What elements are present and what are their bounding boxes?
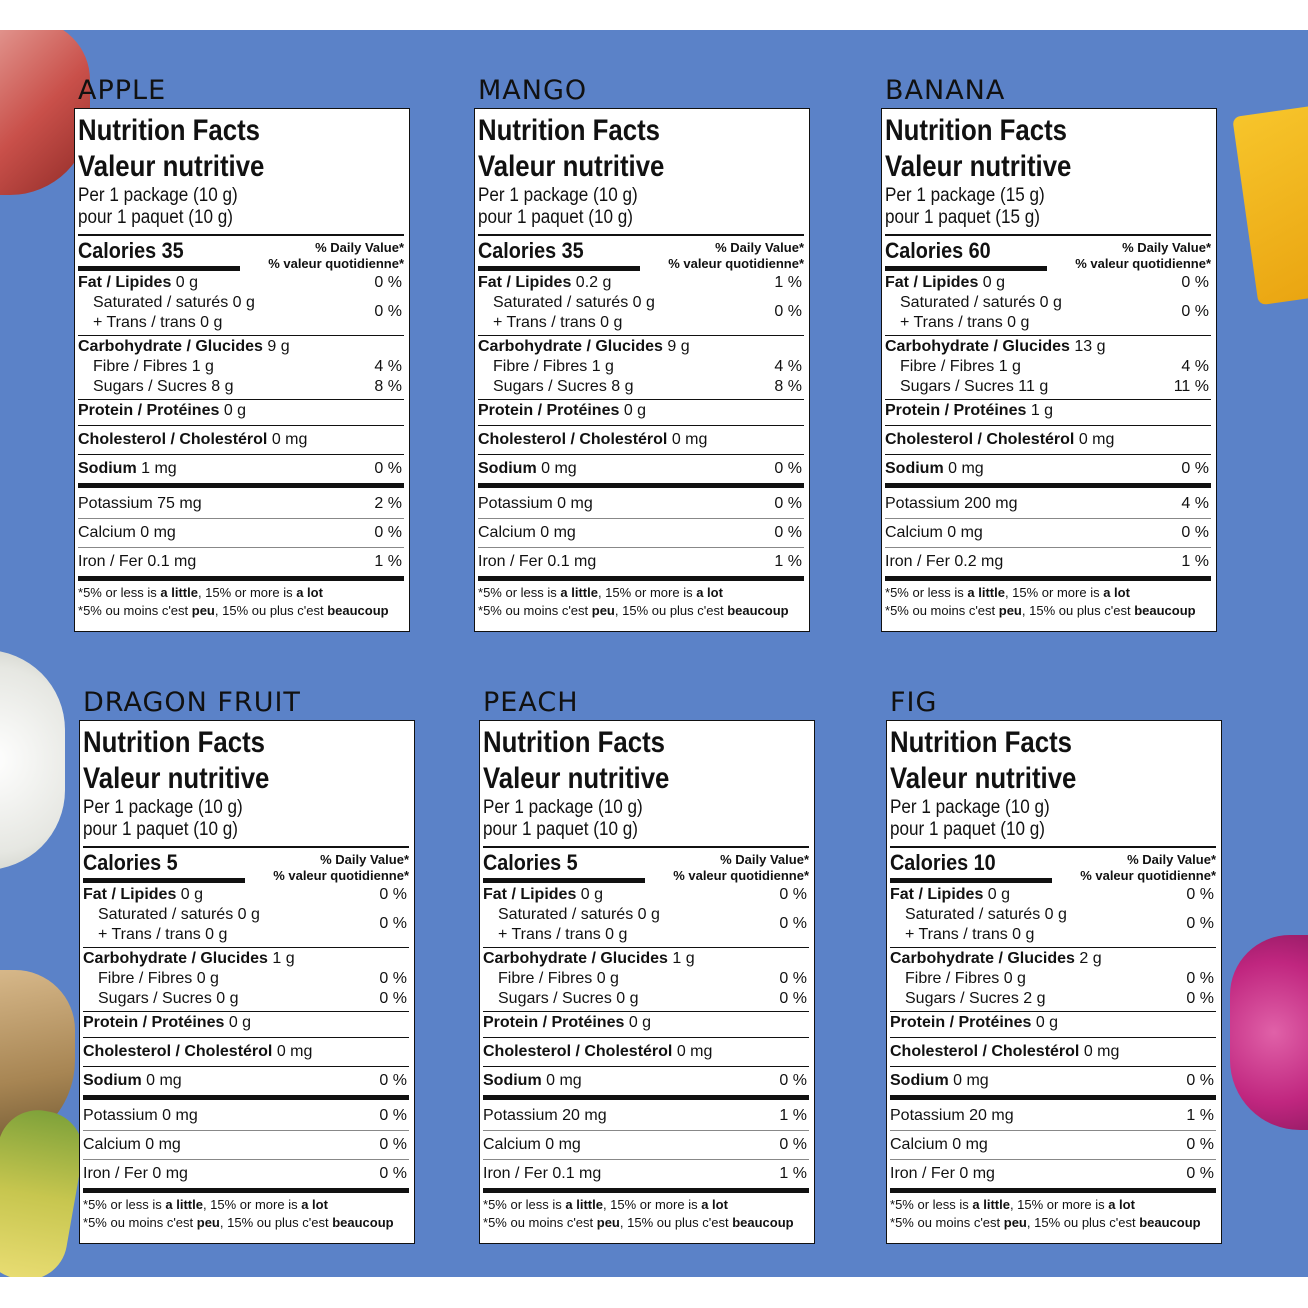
potassium-row: Potassium 20 mg 1 % (483, 1107, 807, 1124)
footnote-en: *5% or less is a little, 15% or more is a lot (885, 585, 1130, 600)
title-fr: Valeur nutritive (83, 762, 270, 795)
fibre-row: Fibre / Fibres 0 g 0 % (498, 970, 807, 987)
footnote-fr: *5% ou moins c'est peu, 15% ou plus c'est beaucoup (483, 1215, 794, 1230)
sodium-row: Sodium 0 mg 0 % (890, 1072, 1214, 1089)
sugars-row: Sugars / Sucres 8 g 8 % (93, 378, 402, 395)
sat-trans-group (478, 293, 804, 333)
calcium-row: Calcium 0 mg 0 % (83, 1136, 407, 1153)
serving-size-fr: pour 1 paquet (10 g) (890, 819, 1045, 840)
fat-row: Fat / Lipides 0 g 0 % (483, 886, 807, 903)
protein-row: Protein / Protéines 0 g (890, 1014, 1059, 1031)
potassium-row: Potassium 200 mg 4 % (885, 495, 1209, 512)
cholesterol-row: Cholesterol / Cholestérol 0 mg (83, 1043, 313, 1060)
iron-row: Iron / Fer 0.1 mg 1 % (483, 1165, 807, 1182)
footnote-en: *5% or less is a little, 15% or more is a lot (890, 1197, 1135, 1212)
calories: Calories 60 (885, 238, 991, 263)
daily-value-header: % Daily Value* % valeur quotidienne* (673, 852, 809, 883)
title-fr: Valeur nutritive (78, 150, 265, 183)
footnote-en: *5% or less is a little, 15% or more is a lot (483, 1197, 728, 1212)
footnote-fr: *5% ou moins c'est peu, 15% ou plus c'est beaucoup (885, 603, 1196, 618)
iron-row: Iron / Fer 0.1 mg 1 % (478, 553, 802, 570)
serving-size-en: Per 1 package (10 g) (478, 185, 638, 206)
serving-size-en: Per 1 package (10 g) (78, 185, 238, 206)
fat-row: Fat / Lipides 0 g 0 % (83, 886, 407, 903)
saturated-row: Saturated / saturés 0 g (900, 294, 1062, 311)
nutrition-facts-table (479, 720, 815, 1244)
fat-row: Fat / Lipides 0 g 0 % (885, 274, 1209, 291)
protein-row: Protein / Protéines 0 g (478, 402, 647, 419)
sugars-row: Sugars / Sucres 0 g 0 % (98, 990, 407, 1007)
footnote-fr: *5% ou moins c'est peu, 15% ou plus c'est beaucoup (478, 603, 789, 618)
footnote-fr: *5% ou moins c'est peu, 15% ou plus c'est beaucoup (83, 1215, 394, 1230)
daily-value-header: % Daily Value* % valeur quotidienne* (273, 852, 409, 883)
calories: Calories 35 (478, 238, 584, 263)
calories: Calories 10 (890, 850, 996, 875)
saturated-row: Saturated / saturés 0 g (98, 906, 260, 923)
carbohydrate-row: Carbohydrate / Glucides 13 g (885, 338, 1106, 355)
iron-row: Iron / Fer 0 mg 0 % (83, 1165, 407, 1182)
sat-trans-pct: 0 % (774, 303, 802, 320)
footnote-fr: *5% ou moins c'est peu, 15% ou plus c'est beaucoup (78, 603, 389, 618)
nutrition-facts-table (79, 720, 415, 1244)
cholesterol-row: Cholesterol / Cholestérol 0 mg (478, 431, 708, 448)
protein-row: Protein / Protéines 0 g (78, 402, 247, 419)
fibre-row: Fibre / Fibres 1 g 4 % (900, 358, 1209, 375)
footnote-fr: *5% ou moins c'est peu, 15% ou plus c'est beaucoup (890, 1215, 1201, 1230)
serving-size-en: Per 1 package (15 g) (885, 185, 1045, 206)
daily-value-header: % Daily Value* % valeur quotidienne* (268, 240, 404, 271)
fruit-name: FIG (890, 687, 938, 718)
protein-row: Protein / Protéines 0 g (83, 1014, 252, 1031)
sat-trans-group (890, 905, 1216, 945)
mango-image (1232, 105, 1308, 306)
serving-size-en: Per 1 package (10 g) (83, 797, 243, 818)
carbohydrate-row: Carbohydrate / Glucides 9 g (478, 338, 690, 355)
trans-row: + Trans / trans 0 g (498, 926, 628, 943)
title-en: Nutrition Facts (890, 726, 1073, 759)
iron-row: Iron / Fer 0.2 mg 1 % (885, 553, 1209, 570)
title-fr: Valeur nutritive (483, 762, 670, 795)
title-en: Nutrition Facts (478, 114, 661, 147)
trans-row: + Trans / trans 0 g (493, 314, 623, 331)
fibre-row: Fibre / Fibres 1 g 4 % (93, 358, 402, 375)
calcium-row: Calcium 0 mg 0 % (478, 524, 802, 541)
protein-row: Protein / Protéines 0 g (483, 1014, 652, 1031)
serving-size-en: Per 1 package (10 g) (483, 797, 643, 818)
serving-size-fr: pour 1 paquet (15 g) (885, 207, 1040, 228)
calories: Calories 35 (78, 238, 184, 263)
trans-row: + Trans / trans 0 g (98, 926, 228, 943)
calories: Calories 5 (83, 850, 178, 875)
title-fr: Valeur nutritive (885, 150, 1072, 183)
cholesterol-row: Cholesterol / Cholestérol 0 mg (890, 1043, 1120, 1060)
nutrition-facts-table (886, 720, 1222, 1244)
fibre-row: Fibre / Fibres 1 g 4 % (493, 358, 802, 375)
sodium-row: Sodium 0 mg 0 % (478, 460, 802, 477)
protein-row: Protein / Protéines 1 g (885, 402, 1054, 419)
potassium-row: Potassium 0 mg 0 % (83, 1107, 407, 1124)
banana-image (0, 1104, 89, 1277)
dragon-fruit-pink-image (1230, 935, 1308, 1130)
serving-size-fr: pour 1 paquet (10 g) (483, 819, 638, 840)
title-fr: Valeur nutritive (890, 762, 1077, 795)
potassium-row: Potassium 20 mg 1 % (890, 1107, 1214, 1124)
sugars-row: Sugars / Sucres 8 g 8 % (493, 378, 802, 395)
calcium-row: Calcium 0 mg 0 % (890, 1136, 1214, 1153)
fat-row: Fat / Lipides 0 g 0 % (78, 274, 402, 291)
sat-trans-pct: 0 % (1186, 915, 1214, 932)
trans-row: + Trans / trans 0 g (905, 926, 1035, 943)
saturated-row: Saturated / saturés 0 g (93, 294, 255, 311)
cholesterol-row: Cholesterol / Cholestérol 0 mg (483, 1043, 713, 1060)
saturated-row: Saturated / saturés 0 g (905, 906, 1067, 923)
sat-trans-pct: 0 % (374, 303, 402, 320)
carbohydrate-row: Carbohydrate / Glucides 1 g (483, 950, 695, 967)
carbohydrate-row: Carbohydrate / Glucides 1 g (83, 950, 295, 967)
sugars-row: Sugars / Sucres 2 g 0 % (905, 990, 1214, 1007)
calories: Calories 5 (483, 850, 578, 875)
serving-size-en: Per 1 package (10 g) (890, 797, 1050, 818)
calcium-row: Calcium 0 mg 0 % (885, 524, 1209, 541)
dragon-fruit-white-image (0, 650, 65, 870)
trans-row: + Trans / trans 0 g (900, 314, 1030, 331)
fat-row: Fat / Lipides 0 g 0 % (890, 886, 1214, 903)
sodium-row: Sodium 0 mg 0 % (83, 1072, 407, 1089)
title-en: Nutrition Facts (885, 114, 1068, 147)
sat-trans-pct: 0 % (1181, 303, 1209, 320)
trans-row: + Trans / trans 0 g (93, 314, 223, 331)
fibre-row: Fibre / Fibres 0 g 0 % (905, 970, 1214, 987)
fibre-row: Fibre / Fibres 0 g 0 % (98, 970, 407, 987)
sodium-row: Sodium 1 mg 0 % (78, 460, 402, 477)
daily-value-header: % Daily Value* % valeur quotidienne* (1075, 240, 1211, 271)
potassium-row: Potassium 75 mg 2 % (78, 495, 402, 512)
sodium-row: Sodium 0 mg 0 % (885, 460, 1209, 477)
daily-value-header: % Daily Value* % valeur quotidienne* (1080, 852, 1216, 883)
sat-trans-pct: 0 % (379, 915, 407, 932)
nutrition-facts-table (74, 108, 410, 632)
fruit-name: MANGO (478, 75, 588, 106)
cholesterol-row: Cholesterol / Cholestérol 0 mg (885, 431, 1115, 448)
nutrition-facts-table (474, 108, 810, 632)
daily-value-header: % Daily Value* % valeur quotidienne* (668, 240, 804, 271)
iron-row: Iron / Fer 0.1 mg 1 % (78, 553, 402, 570)
footnote-en: *5% or less is a little, 15% or more is a lot (83, 1197, 328, 1212)
saturated-row: Saturated / saturés 0 g (498, 906, 660, 923)
title-en: Nutrition Facts (78, 114, 261, 147)
saturated-row: Saturated / saturés 0 g (493, 294, 655, 311)
footnote-en: *5% or less is a little, 15% or more is a lot (78, 585, 323, 600)
sugars-row: Sugars / Sucres 0 g 0 % (498, 990, 807, 1007)
sat-trans-group (483, 905, 809, 945)
fat-row: Fat / Lipides 0.2 g 1 % (478, 274, 802, 291)
potassium-row: Potassium 0 mg 0 % (478, 495, 802, 512)
sat-trans-group (78, 293, 404, 333)
calcium-row: Calcium 0 mg 0 % (78, 524, 402, 541)
title-fr: Valeur nutritive (478, 150, 665, 183)
fruit-name: APPLE (78, 75, 167, 106)
iron-row: Iron / Fer 0 mg 0 % (890, 1165, 1214, 1182)
title-en: Nutrition Facts (83, 726, 266, 759)
fruit-name: BANANA (885, 75, 1006, 106)
serving-size-fr: pour 1 paquet (10 g) (478, 207, 633, 228)
nutrition-facts-table (881, 108, 1217, 632)
serving-size-fr: pour 1 paquet (10 g) (78, 207, 233, 228)
sat-trans-pct: 0 % (779, 915, 807, 932)
sugars-row: Sugars / Sucres 11 g 11 % (900, 378, 1209, 395)
title-en: Nutrition Facts (483, 726, 666, 759)
fruit-name: PEACH (483, 687, 579, 718)
footnote-en: *5% or less is a little, 15% or more is a lot (478, 585, 723, 600)
carbohydrate-row: Carbohydrate / Glucides 9 g (78, 338, 290, 355)
serving-size-fr: pour 1 paquet (10 g) (83, 819, 238, 840)
cholesterol-row: Cholesterol / Cholestérol 0 mg (78, 431, 308, 448)
carbohydrate-row: Carbohydrate / Glucides 2 g (890, 950, 1102, 967)
calcium-row: Calcium 0 mg 0 % (483, 1136, 807, 1153)
sat-trans-group (83, 905, 409, 945)
fruit-name: DRAGON FRUIT (83, 687, 301, 718)
sat-trans-group (885, 293, 1211, 333)
sodium-row: Sodium 0 mg 0 % (483, 1072, 807, 1089)
